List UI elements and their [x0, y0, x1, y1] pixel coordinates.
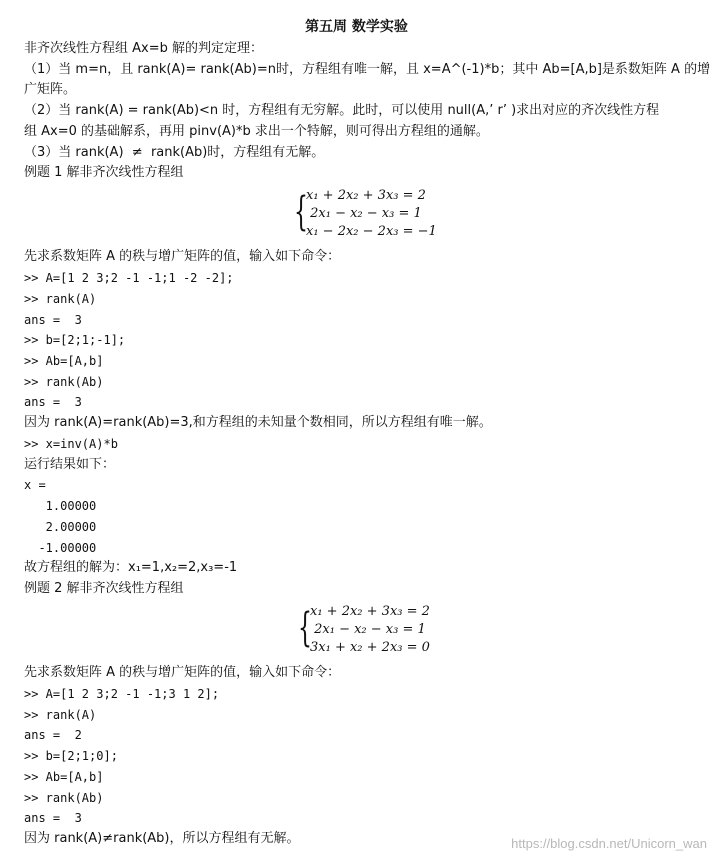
equation-row: x₁ + 2x₂ + 3x₃ = 2 [310, 604, 430, 619]
example-2-equation-system [298, 603, 448, 657]
equation-row: x₁ − 2x₂ − 2x₃ = −1 [306, 224, 437, 239]
example-2-intro: 先求系数矩阵 A 的秩与增广矩阵的值，输入如下命令： [24, 665, 341, 680]
theorem-case-2: （2）当 rank(A) = rank(Ab)<n 时，方程组有无穷解。此时，可以使用 null(A,’ r’ )求出对应的齐次线性方程 [24, 103, 660, 118]
page-title: 第五周 数学实验 [305, 19, 408, 35]
code-line: >> rank(Ab) [24, 375, 104, 389]
code-line: >> A=[1 2 3;2 -1 -1;1 -2 -2]; [24, 271, 234, 285]
code-line: >> Ab=[A,b] [24, 354, 104, 368]
equation-row: x₁ + 2x₂ + 3x₃ = 2 [306, 188, 426, 203]
output-line: 2.00000 [24, 520, 97, 534]
code-line: >> b=[2;1;-1]; [24, 333, 126, 347]
code-line: ans = 3 [24, 395, 82, 409]
example-2-heading: 例题 2 解非齐次线性方程组 [24, 581, 184, 596]
code-line: >> rank(A) [24, 292, 97, 306]
example-1-intro: 先求系数矩阵 A 的秩与增广矩阵的值，输入如下命令： [24, 249, 341, 264]
theorem-case-1-cont: 广矩阵。 [24, 82, 77, 97]
example-2-because: 因为 rank(A)≠rank(Ab)，所以方程组有无解。 [24, 831, 300, 846]
code-line: >> rank(Ab) [24, 791, 104, 805]
equation-row: 3x₁ + x₂ + 2x₃ = 0 [310, 640, 430, 655]
code-line: >> A=[1 2 3;2 -1 -1;3 1 2]; [24, 687, 220, 701]
code-line: >> Ab=[A,b] [24, 770, 104, 784]
theorem-heading: 非齐次线性方程组 Ax=b 解的判定定理： [24, 41, 263, 56]
output-line: 1.00000 [24, 499, 97, 513]
result-label: 运行结果如下： [24, 457, 116, 472]
brace-icon: { [298, 605, 312, 651]
code-line: ans = 3 [24, 811, 82, 825]
theorem-case-3: （3）当 rank(A) ≠ rank(Ab)时，方程组有无解。 [24, 145, 325, 160]
code-line: >> rank(A) [24, 708, 97, 722]
watermark: https://blog.csdn.net/Unicorn_wan [511, 836, 707, 851]
output-line: x = [24, 478, 46, 492]
example-1-equation-system [294, 187, 444, 241]
equation-row: 2x₁ − x₂ − x₃ = 1 [306, 206, 422, 221]
brace-icon: { [294, 189, 308, 235]
code-line: >> b=[2;1;0]; [24, 749, 118, 763]
code-line: ans = 2 [24, 728, 82, 742]
example-1-because: 因为 rank(A)=rank(Ab)=3,和方程组的未知量个数相同，所以方程组有唯一解。 [24, 415, 492, 430]
theorem-case-2-cont: 组 Ax=0 的基础解系，再用 pinv(A)*b 求出一个特解，则可得出方程组的通解。 [24, 124, 489, 139]
output-line: -1.00000 [24, 541, 97, 555]
code-line: ans = 3 [24, 313, 82, 327]
code-line: >> x=inv(A)*b [24, 437, 118, 451]
example-1-heading: 例题 1 解非齐次线性方程组 [24, 165, 184, 180]
example-1-conclusion: 故方程组的解为：x₁=1,x₂=2,x₃=-1 [24, 560, 238, 575]
theorem-case-1: （1）当 m=n，且 rank(A)= rank(Ab)=n时，方程组有唯一解，且 x=A^(-1)*b；其中 Ab=[A,b]是系数矩阵 A 的增 [24, 62, 711, 77]
equation-row: 2x₁ − x₂ − x₃ = 1 [310, 622, 426, 637]
